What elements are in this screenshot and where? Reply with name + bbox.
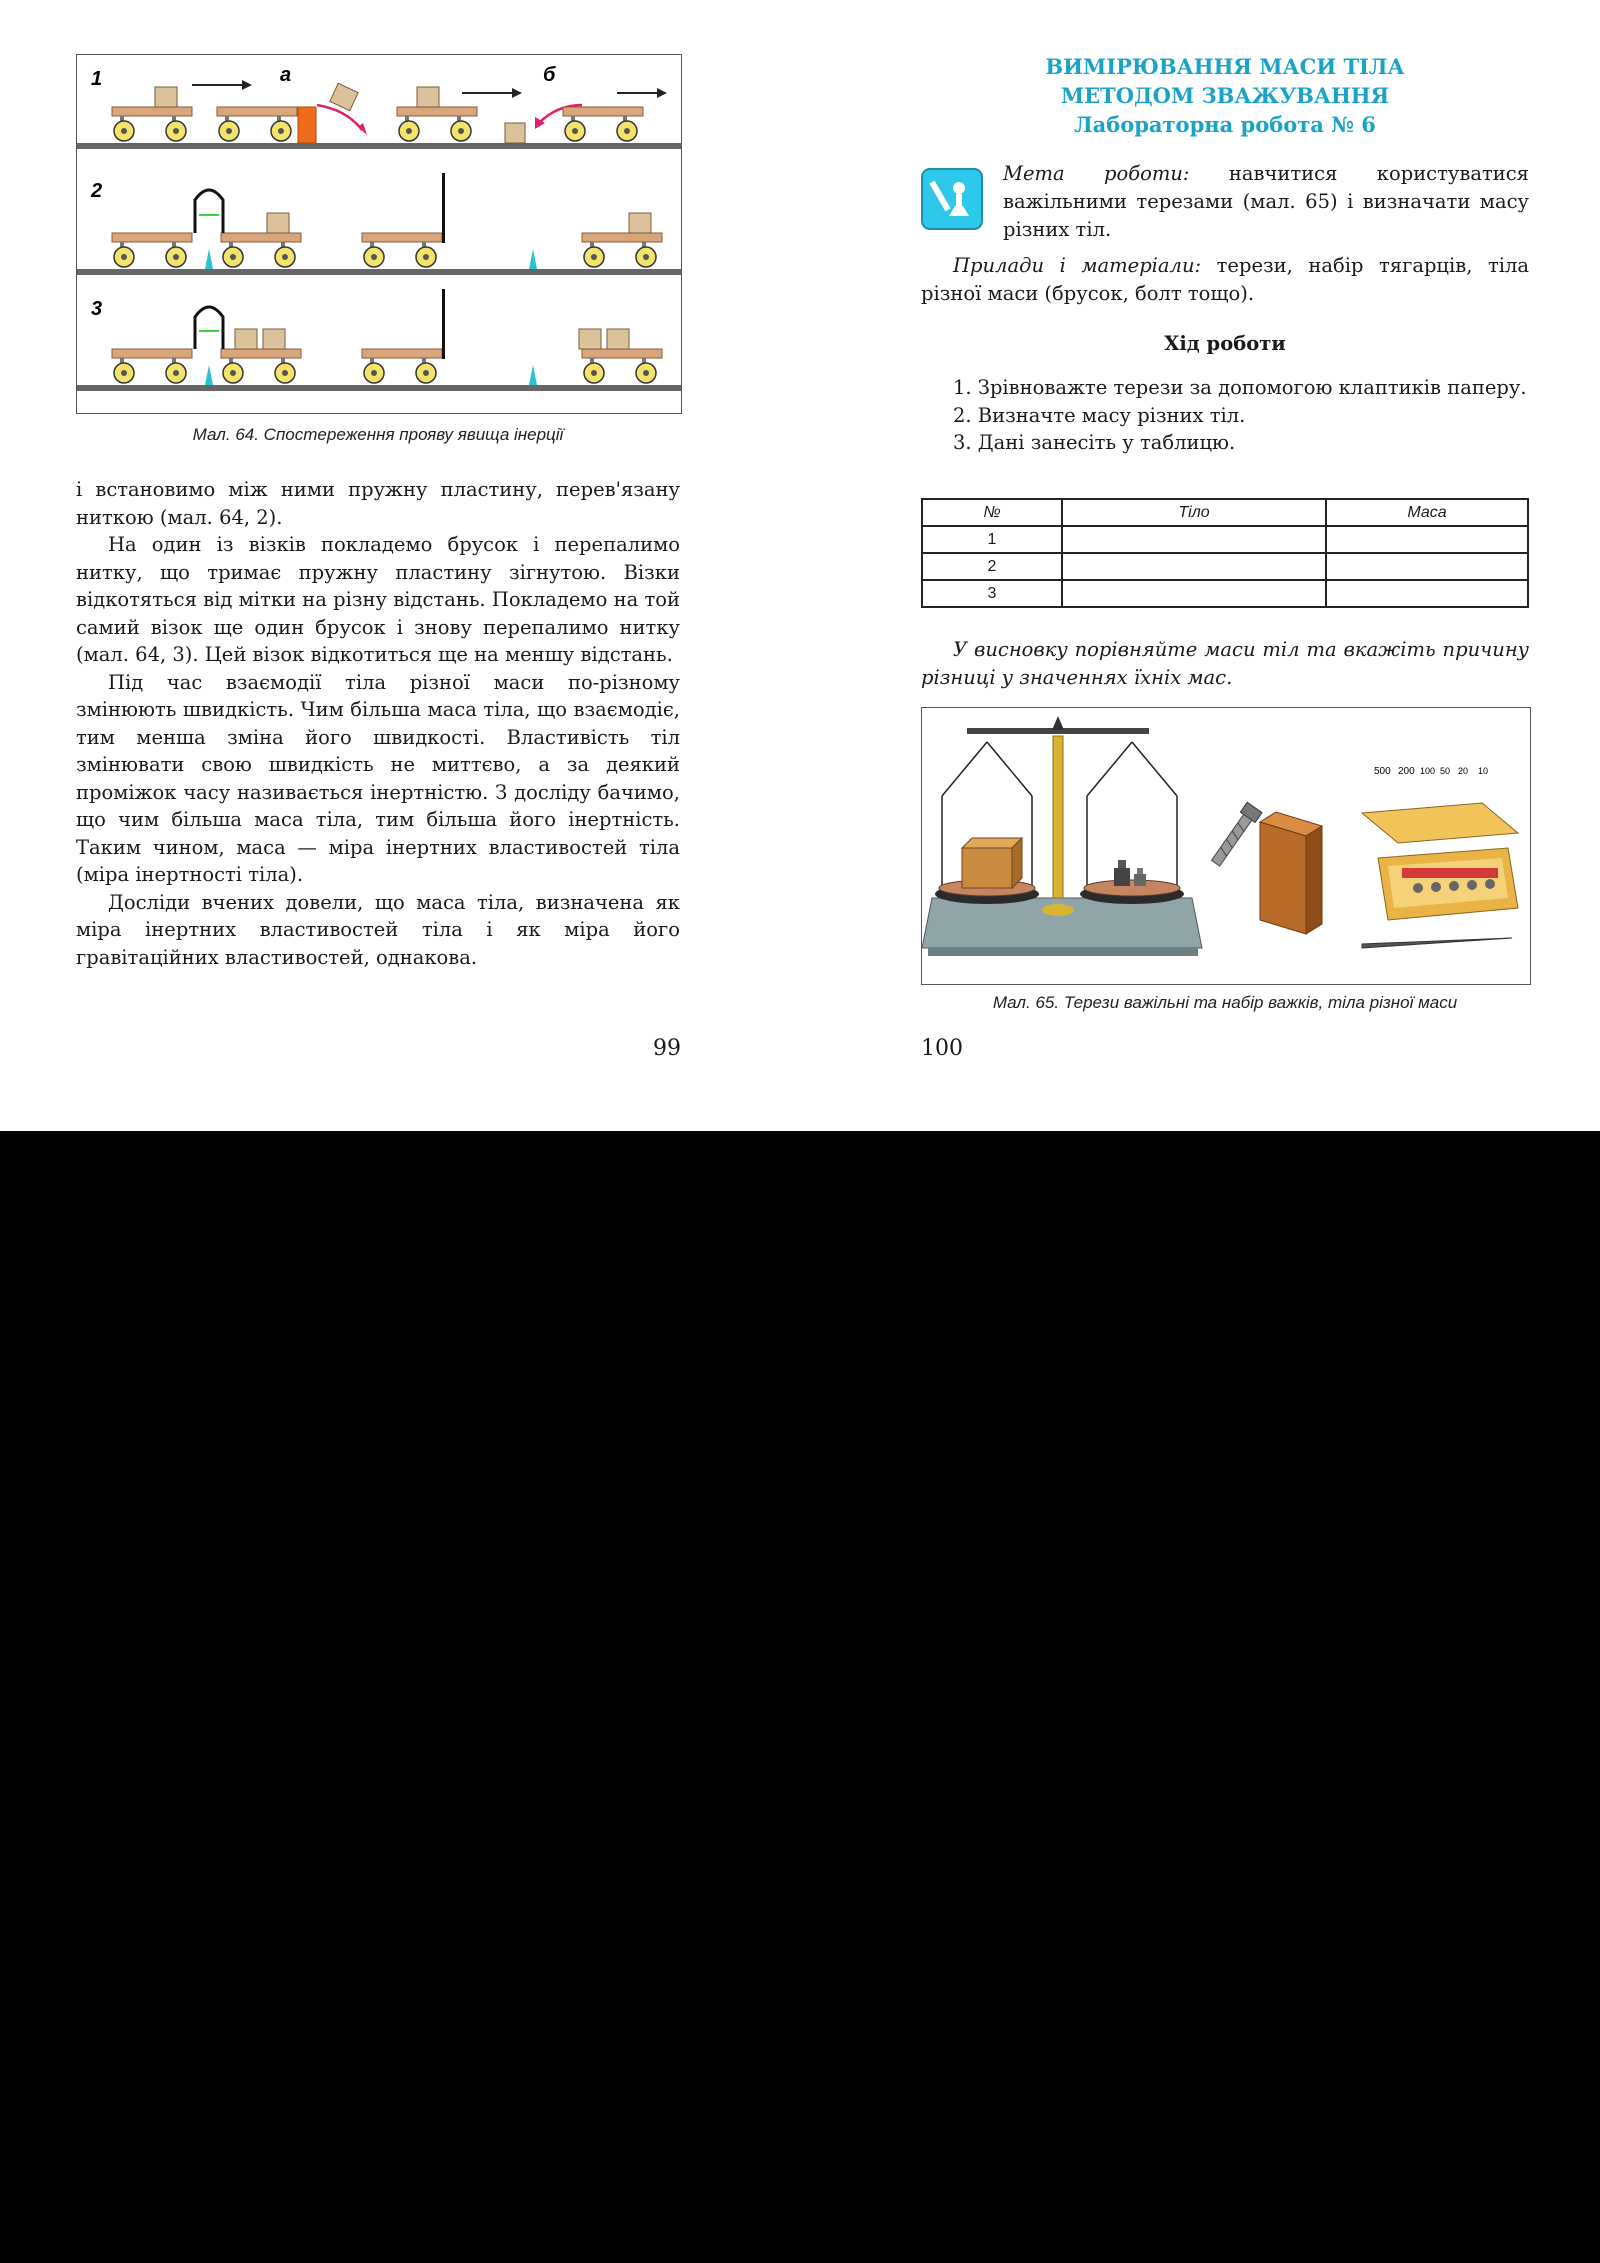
conclusion-text	[921, 636, 1529, 691]
table-row	[922, 580, 1528, 607]
weight-label: 10	[1478, 766, 1489, 776]
figure-64-caption: Мал. 64. Спостереження прояву явища інерції	[192, 425, 564, 444]
header-body: Тіло	[1062, 499, 1326, 526]
header-number: №	[922, 499, 1062, 526]
table-cell	[1326, 526, 1528, 553]
lab-tools-icon	[921, 168, 983, 230]
tools-text	[921, 252, 1529, 307]
goal-text	[1003, 160, 1529, 244]
title-line-3: Лабораторна робота № 6	[1074, 112, 1376, 137]
table-cell: 1	[922, 526, 1062, 553]
header-mass: Маса	[1326, 499, 1528, 526]
balance-scale-illustration	[922, 708, 1530, 984]
table-cell	[1326, 580, 1528, 607]
inertia-experiment-illustration	[77, 55, 681, 413]
table-row	[922, 553, 1528, 580]
table-row	[922, 526, 1528, 553]
title-line-2: МЕТОДОМ ЗВАЖУВАННЯ	[1060, 83, 1390, 108]
table-cell	[1062, 526, 1326, 553]
goal-label: Мета роботи:	[1003, 162, 1190, 185]
table-cell: 3	[922, 580, 1062, 607]
weight-label: 500	[1374, 766, 1391, 777]
paragraph-3: Під час взаємодії тіла різної маси по-різному змінюють швидкість. Чим більша маса тіла, що взаємодіє, тим менша зміна його швидкості. Властивість тіл змінювати свою швидкість не миттєво, а за деякий проміжок часу називається інертністю. З досліду бачимо, що чим більша маса тіла, тим більша його інертність. Таким чином, маса — міра інертних властивостей тіла (міра інертності тіла).	[76, 670, 680, 886]
row-label-2: 2	[91, 180, 103, 202]
weight-label: 20	[1458, 766, 1469, 776]
sub-label-a: а	[280, 64, 292, 86]
weight-label: 200	[1398, 766, 1415, 777]
page-number-right: 100	[921, 1036, 963, 1061]
figure-65	[921, 707, 1531, 985]
sub-label-b: б	[543, 64, 556, 86]
left-page-text	[76, 476, 680, 971]
row-label-1: 1	[91, 68, 103, 90]
step-1: 1. Зрівноважте терези за допомогою клаптиків паперу.	[953, 376, 1527, 399]
weight-labels	[1374, 766, 1488, 777]
weight-label: 100	[1420, 766, 1436, 776]
goal-body: навчитися користуватися важільними терезами (мал. 65) і визначати масу різних тіл.	[1003, 162, 1529, 241]
table-cell	[1062, 553, 1326, 580]
step-2: 2. Визначте масу різних тіл.	[953, 403, 1246, 427]
paragraph-2: На один із візків покладемо брусок і перепалимо нитку, що тримає пружну пластину зігнутою. Візки відкотяться від мітки на різну відстань. Покладемо на той самий візок ще один брусок і знову перепалимо нитку (мал. 64, 3). Цей візок відкотиться ще на меншу відстань.	[76, 533, 680, 666]
table-cell	[1326, 553, 1528, 580]
lab-title	[921, 52, 1529, 139]
row-label-3: 3	[91, 298, 103, 320]
figure-65-caption: Мал. 65. Терези важільні та набір важків, тіла різної маси	[992, 993, 1458, 1012]
weight-label: 50	[1440, 766, 1451, 776]
results-table	[921, 498, 1529, 608]
step-3: 3. Дані занесіть у таблицю.	[953, 431, 1236, 454]
table-header-row	[922, 499, 1528, 526]
conclusion: У висновку порівняйте маси тіл та вкажіть причину різниці у значеннях їхніх мас.	[921, 638, 1529, 689]
figure-64	[76, 54, 682, 414]
page-number-left: 99	[653, 1036, 681, 1061]
paragraph-4: Досліди вчених довели, що маса тіла, визначена як міра інертних властивостей тіла і як міра його гравітаційних властивостей, однакова.	[76, 890, 680, 969]
procedure-heading: Хід роботи	[1164, 332, 1286, 355]
procedure-steps	[921, 374, 1529, 457]
paragraph-1: і встановимо між ними пружну пластину, перев'язану ниткою (мал. 64, 2).	[76, 478, 680, 529]
table-cell	[1062, 580, 1326, 607]
table-cell: 2	[922, 553, 1062, 580]
tools-label: Прилади і матеріали:	[953, 254, 1202, 277]
tools-body: терези, набір тягарців, тіла різної маси (брусок, болт тощо).	[921, 254, 1529, 305]
title-line-1: ВИМІРЮВАННЯ МАСИ ТІЛА	[1045, 54, 1405, 79]
